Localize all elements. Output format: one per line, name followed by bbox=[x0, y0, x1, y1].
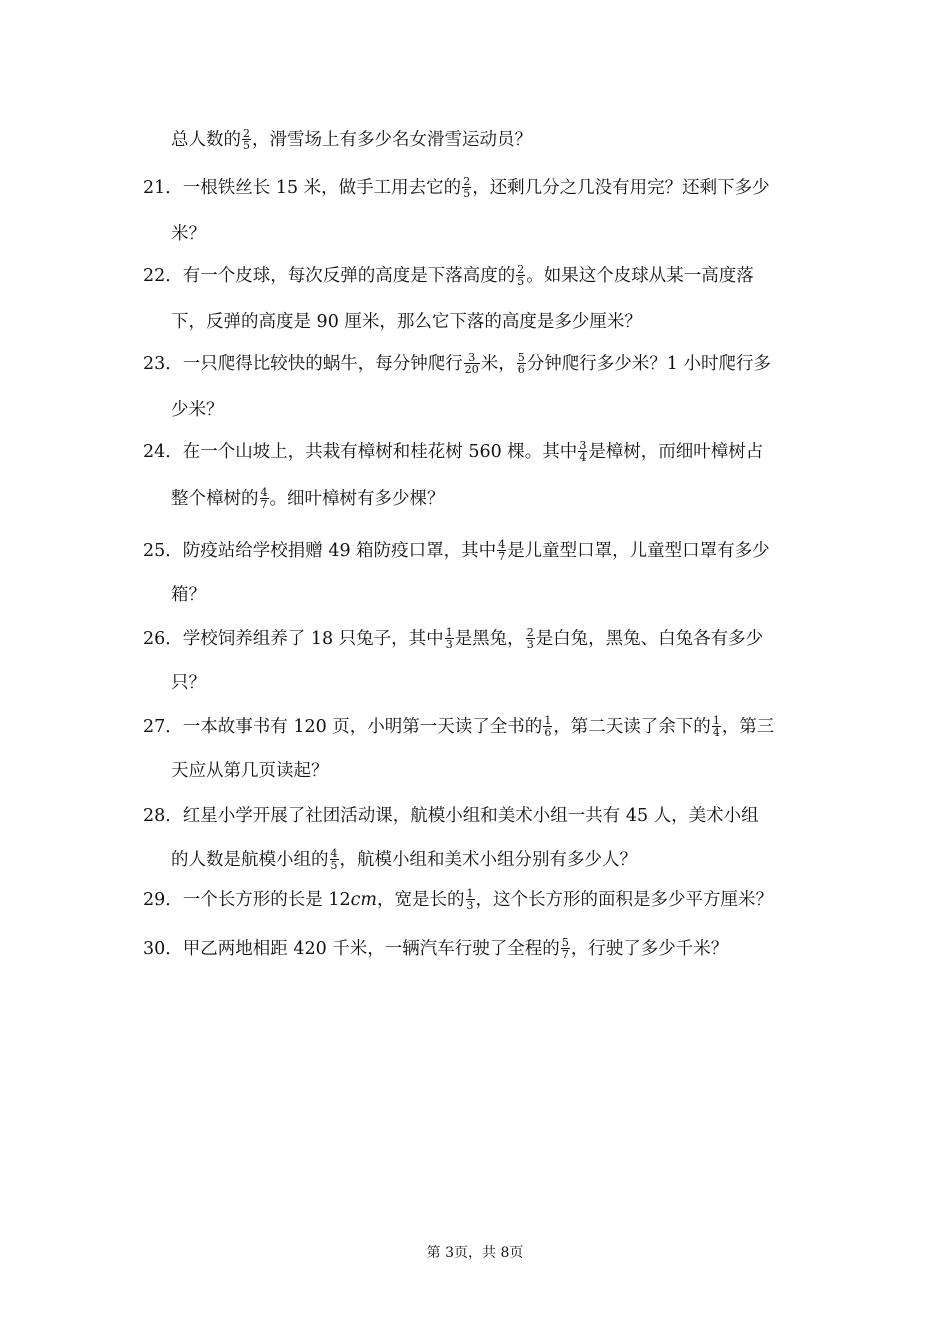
fraction bbox=[466, 888, 475, 911]
page-footer: 第 3页，共 8页 bbox=[426, 1245, 524, 1261]
fraction bbox=[260, 487, 269, 510]
fraction-denominator: 6 bbox=[544, 726, 552, 739]
problem-number: 25． bbox=[143, 541, 183, 561]
fraction-numerator: 2 bbox=[517, 263, 525, 276]
fraction-numerator: 5 bbox=[561, 936, 569, 949]
fraction-numerator: 3 bbox=[468, 351, 476, 364]
fraction bbox=[330, 848, 339, 871]
problem-number: 23． bbox=[143, 354, 183, 374]
fraction-numerator: 2 bbox=[243, 127, 250, 140]
problem-line-continuation: 箱？ bbox=[171, 585, 206, 605]
problem-line: 25．防疫站给学校捐赠 49 箱防疫口罩，其中 $\frac{4}{7}$ 是儿童型口罩，儿童型口罩有多少 bbox=[143, 538, 770, 563]
problem-number: 29． bbox=[143, 890, 183, 910]
problem-line-continuation: 整个樟树的 $\frac{4}{7}$ 。细叶樟树有多少棵？ bbox=[171, 486, 445, 511]
problem-line-continuation: 米？ bbox=[171, 224, 206, 244]
fraction bbox=[543, 715, 552, 738]
fraction-numerator: 4 bbox=[498, 538, 506, 551]
fraction-denominator: 20 bbox=[464, 363, 479, 376]
fraction-numerator: 1 bbox=[712, 714, 720, 727]
problem-line: 30．甲乙两地相距 420 千米，一辆汽车行驶了全程的 $\frac{5}{7}$ ，行驶了多少千米？ bbox=[143, 936, 729, 961]
fraction-denominator: 5 bbox=[243, 139, 250, 152]
fraction-numerator: 1 bbox=[466, 887, 474, 900]
problem-number: 24． bbox=[143, 442, 183, 462]
fraction-numerator: 2 bbox=[526, 626, 534, 639]
fraction bbox=[526, 627, 535, 650]
problem-number: 30． bbox=[143, 939, 183, 959]
problem-number: 26． bbox=[143, 629, 183, 649]
fraction bbox=[517, 352, 526, 375]
fraction bbox=[712, 715, 721, 738]
problem-line-continuation: 下，反弹的高度是 90 厘米，那么它下落的高度是多少厘米？ bbox=[171, 312, 642, 332]
fraction bbox=[445, 627, 454, 650]
fraction-denominator: 7 bbox=[561, 948, 569, 961]
problem-line: 24．在一个山坡上，共栽有樟树和桂花树 560 棵。其中 $\frac{3}{4}$ 是樟树，而细叶樟树占 bbox=[143, 439, 764, 464]
problem-number: 21． bbox=[143, 178, 183, 198]
fraction bbox=[561, 937, 570, 960]
problem-line-continuation: 天应从第几页读起？ bbox=[171, 761, 329, 781]
fraction bbox=[497, 539, 506, 562]
fraction-numerator: 3 bbox=[579, 439, 587, 452]
fraction-denominator: 6 bbox=[517, 363, 525, 376]
fraction-denominator: 7 bbox=[260, 498, 268, 511]
problem-line: 29．一个长方形的长是 12cm，宽是长的 $\frac{1}{3}$ ，这个长方形的面积是多少平方厘米？ bbox=[143, 887, 774, 912]
fraction bbox=[242, 128, 251, 151]
unit-text: cm bbox=[350, 890, 378, 910]
fraction-numerator: 4 bbox=[330, 847, 338, 860]
problem-line-continuation: 的人数是航模小组的 $\frac{4}{5}$ ，航模小组和美术小组分别有多少人？ bbox=[171, 847, 637, 872]
fraction-numerator: 5 bbox=[517, 351, 525, 364]
problem-line-continuation: 少米？ bbox=[171, 400, 224, 420]
fraction-denominator: 5 bbox=[463, 187, 471, 200]
problem-line: 27．一本故事书有 120 页，小明第一天读了全书的 $\frac{1}{6}$ ，第二天读了余下的 $\frac{1}{4}$ ，第三 bbox=[143, 714, 775, 739]
fraction bbox=[516, 264, 525, 287]
fraction bbox=[578, 440, 587, 463]
problem-line: 总人数的 $\frac{2}{5}$ ，滑雪场上有多少名女滑雪运动员？ bbox=[171, 127, 532, 152]
fraction-denominator: 3 bbox=[466, 899, 474, 912]
fraction bbox=[462, 176, 471, 199]
fraction-numerator: 1 bbox=[445, 626, 453, 639]
fraction-denominator: 4 bbox=[712, 726, 720, 739]
problem-line-continuation: 只？ bbox=[171, 673, 206, 693]
fraction-denominator: 4 bbox=[579, 451, 587, 464]
fraction-denominator: 5 bbox=[517, 275, 525, 288]
problem-line: 28．红星小学开展了社团活动课，航模小组和美术小组一共有 45 人，美术小组 bbox=[143, 806, 759, 826]
problem-line: 26．学校饲养组养了 18 只兔子，其中 $\frac{1}{3}$ 是黑兔， $\frac{2}{3}$ 是白兔，黑兔、白兔各有多少 bbox=[143, 626, 764, 651]
fraction-numerator: 1 bbox=[544, 714, 552, 727]
problem-number: 28． bbox=[143, 806, 183, 826]
problem-line: 22．有一个皮球，每次反弹的高度是下落高度的 $\frac{2}{5}$ 。如果这个皮球从某一高度落 bbox=[143, 263, 754, 288]
fraction-denominator: 7 bbox=[498, 550, 506, 563]
problem-number: 27． bbox=[143, 717, 183, 737]
fraction-denominator: 3 bbox=[526, 638, 534, 651]
problem-line: 23．一只爬得比较快的蜗牛，每分钟爬行 $\frac{3}{20}$ 米， $\frac{5}{6}$ 分钟爬行多少米？1 小时爬行多 bbox=[143, 351, 771, 376]
fraction-denominator: 3 bbox=[445, 638, 453, 651]
fraction-denominator: 5 bbox=[330, 859, 338, 872]
fraction-numerator: 2 bbox=[463, 175, 471, 188]
fraction bbox=[464, 352, 480, 375]
problem-number: 22． bbox=[143, 266, 183, 286]
problem-line: 21．一根铁丝长 15 米，做手工用去它的 $\frac{2}{5}$ ，还剩几分之几没有用完？还剩下多少 bbox=[143, 175, 770, 200]
fraction-numerator: 4 bbox=[260, 486, 268, 499]
